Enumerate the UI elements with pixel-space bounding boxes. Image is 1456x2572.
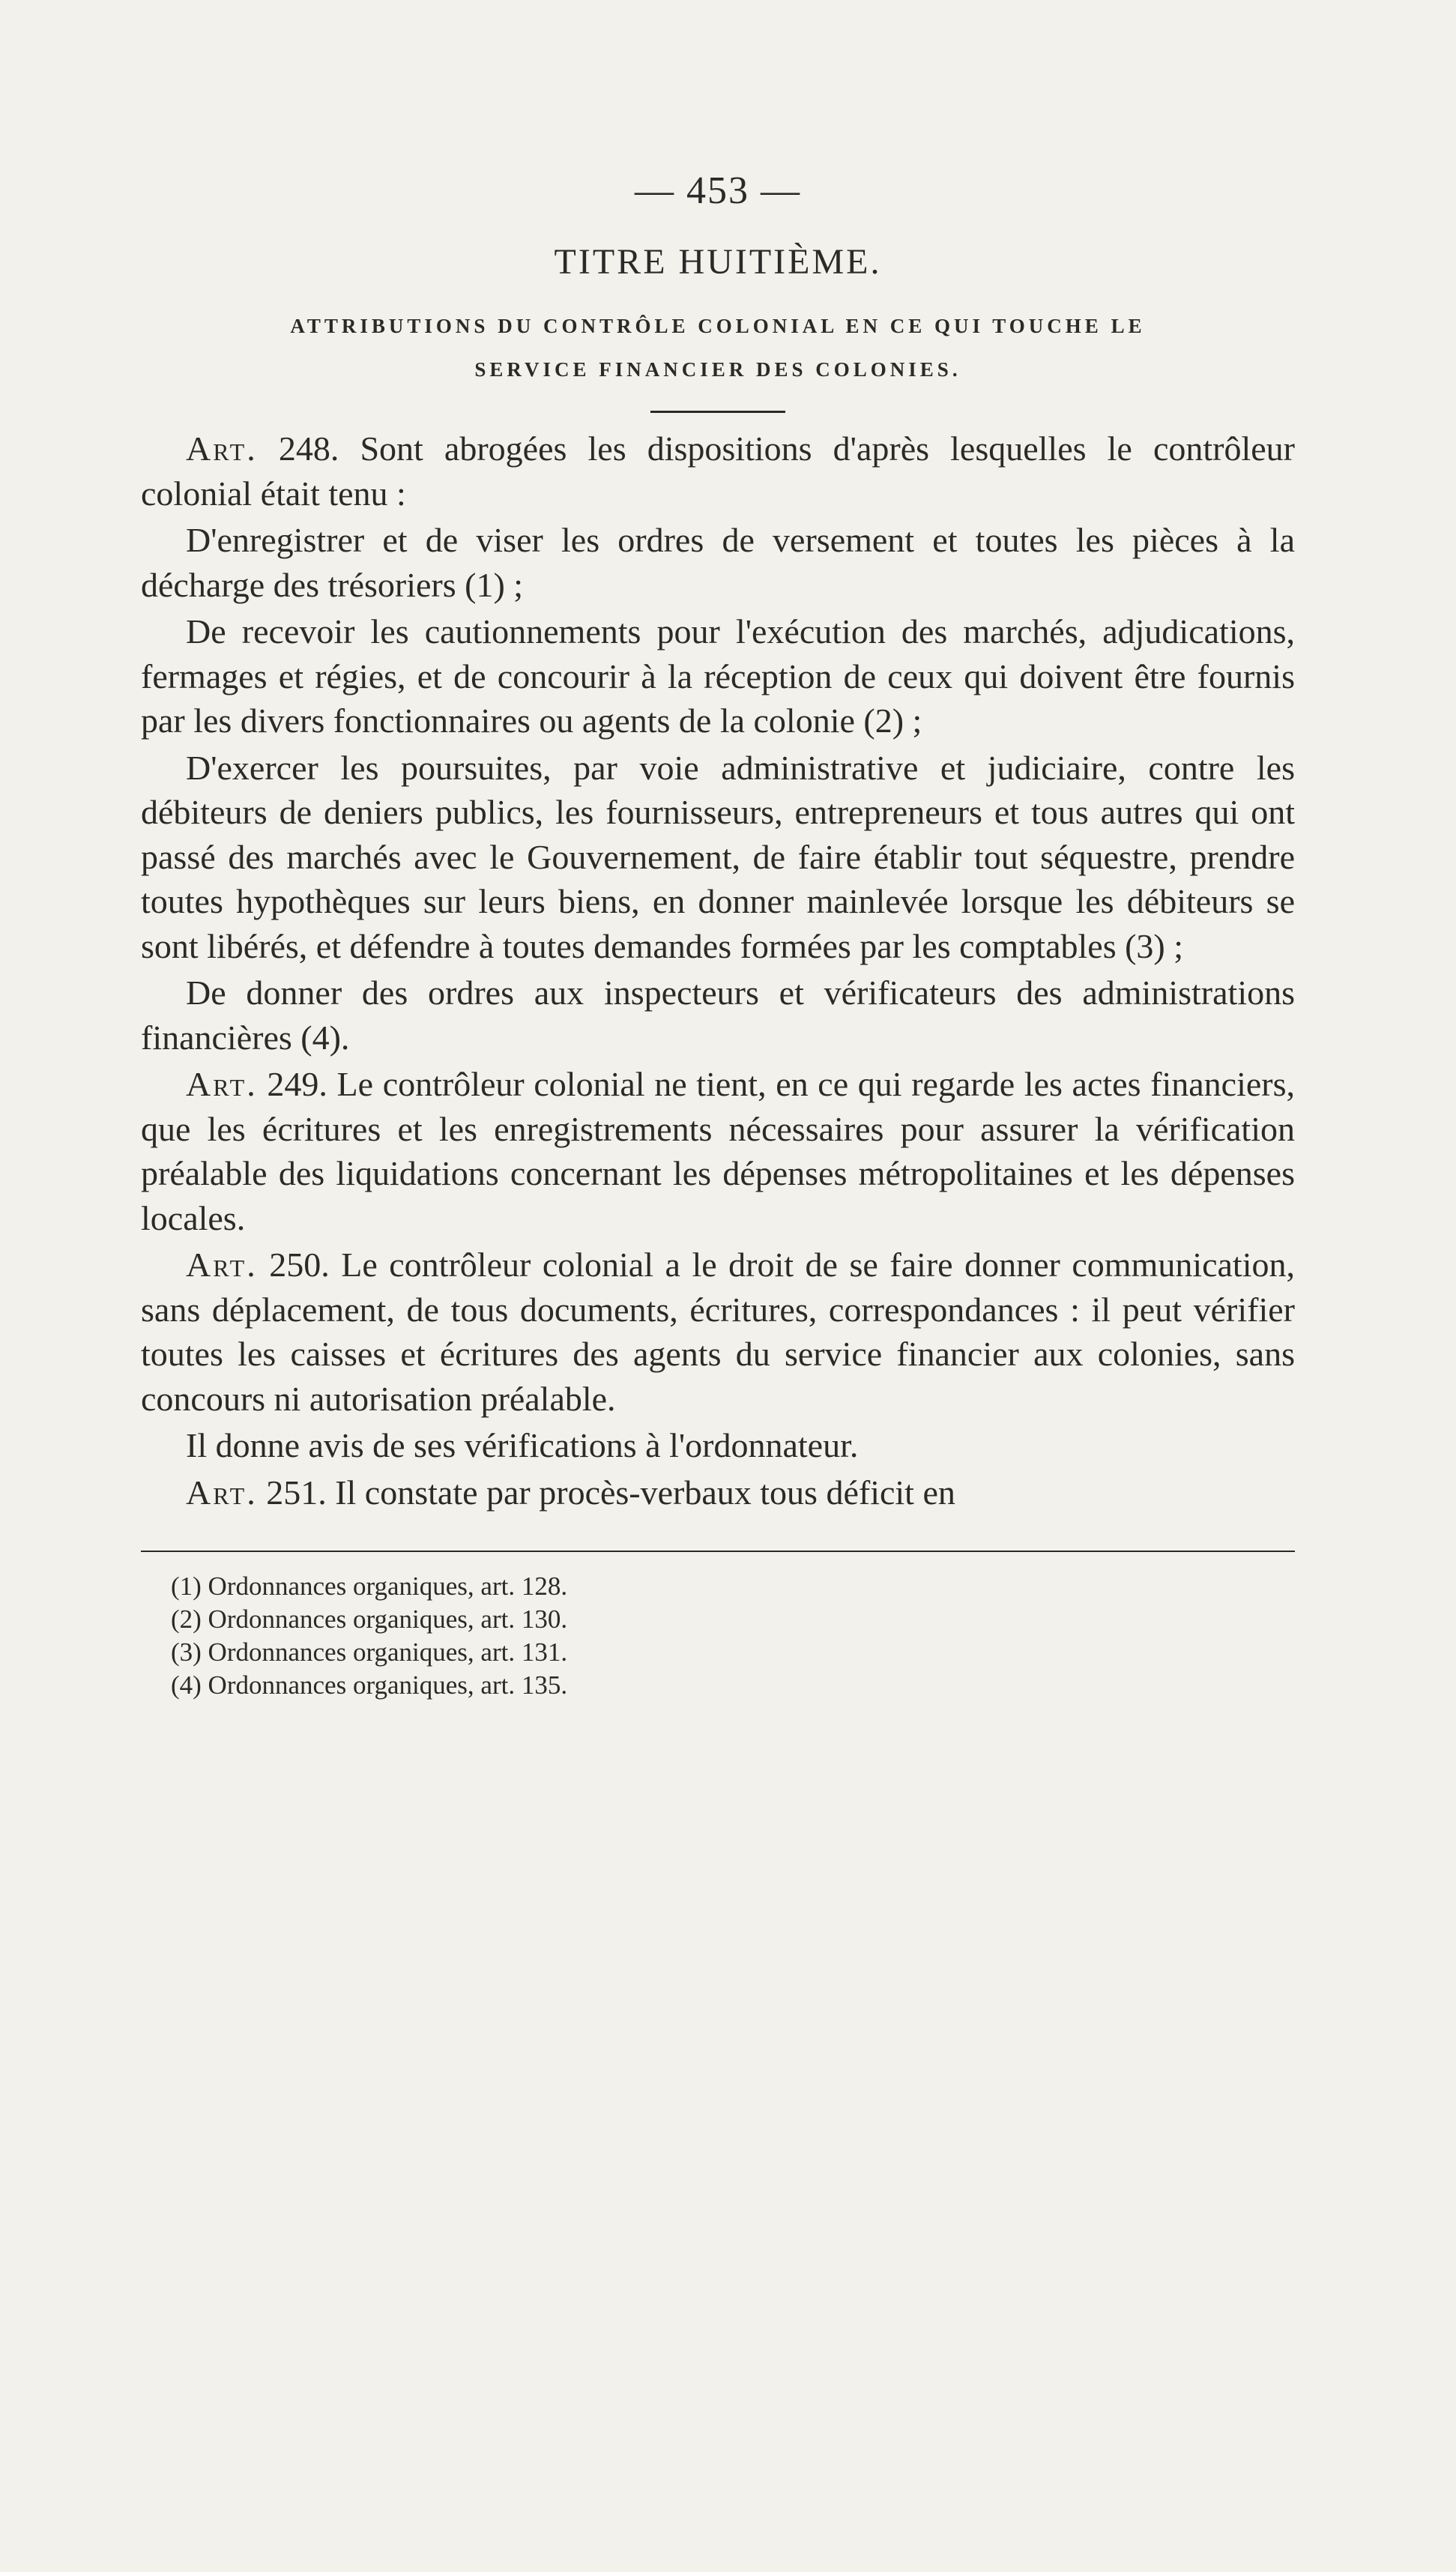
paragraph-art-251 (141, 1470, 1295, 1515)
body-text (141, 426, 1295, 1515)
subtitle-line-2: SERVICE FINANCIER DES COLONIES. (474, 358, 961, 381)
paragraph-text: Il donne avis de ses vérifications à l'ordonnateur. (186, 1426, 859, 1464)
book-page (141, 165, 1295, 1702)
subtitle-line-1: ATTRIBUTIONS DU CONTRÔLE COLONIAL EN CE QUI TOUCHE LE (290, 315, 1146, 337)
section-subtitle (141, 304, 1295, 391)
footnote-4: (4) Ordonnances organiques, art. 135. (171, 1670, 568, 1700)
paragraph-text: D'exercer les poursuites, par voie administrative et judiciaire, contre les débiteurs de deniers publics, les fournisseurs, entrepreneurs et tous autres qui ont passé des marchés avec le Gouvernement, de faire établir tout séquestre, prendre toutes hypothèques sur leurs biens, en donner mainlevée lorsque les débiteurs se sont libérés, et défendre à toutes demandes formées par les comptables (3) ; (141, 748, 1295, 965)
section-title: TITRE HUITIÈME. (554, 242, 882, 282)
article-label: Art. (186, 1246, 258, 1284)
article-label: Art. (186, 1473, 258, 1512)
paragraph-art-250 (141, 1243, 1295, 1421)
paragraph-text: D'enregistrer et de viser les ordres de versement et toutes les pièces à la décharge des trésoriers (1) ; (141, 521, 1295, 604)
footnote-2: (2) Ordonnances organiques, art. 130. (171, 1605, 568, 1634)
paragraph-text: De donner des ordres aux inspecteurs et vérificateurs des administrations financières (4). (141, 973, 1295, 1057)
article-label: Art. (186, 429, 258, 468)
paragraph-text: 249. Le contrôleur colonial ne tient, en ce qui regarde les actes financiers, que les écritures et les enregistrements nécessaires pour assurer la vérification préalable des liquidations concernant les dépenses métropolitaines et les dépenses locales. (141, 1065, 1295, 1237)
paragraph-enregistrer (141, 518, 1295, 607)
paragraph-text: 248. Sont abrogées les dispositions d'après lesquelles le contrôleur colonial était tenu : (141, 429, 1295, 513)
article-label: Art. (186, 1065, 258, 1103)
paragraph-text: 250. Le contrôleur colonial a le droit de se faire donner communication, sans déplacement, de tous documents, écritures, correspondances : il peut vérifier toutes les caisses et écritures des agents du service financier aux colonies, sans concours ni autorisation préalable. (141, 1246, 1295, 1418)
footnotes (141, 1570, 1295, 1702)
paragraph-text: 251. Il constate par procès-verbaux tous déficit en (257, 1473, 955, 1512)
paragraph-art-248 (141, 426, 1295, 516)
footnote-3: (3) Ordonnances organiques, art. 131. (171, 1637, 568, 1667)
paragraph-text: De recevoir les cautionnements pour l'exécution des marchés, adjudications, fermages et régies, et de concourir à la réception de ceux qui doivent être fournis par les divers fonctionnaires ou agents de la colonie (2) ; (141, 612, 1295, 740)
footnote-1: (1) Ordonnances organiques, art. 128. (171, 1572, 568, 1601)
paragraph-avis (141, 1423, 1295, 1468)
paragraph-donner-ordres (141, 970, 1295, 1060)
paragraph-recevoir (141, 609, 1295, 743)
footnote-divider (141, 1551, 1295, 1552)
page-number: — 453 — (635, 169, 801, 212)
title-divider (650, 411, 785, 413)
paragraph-exercer (141, 746, 1295, 969)
paragraph-art-249 (141, 1062, 1295, 1240)
